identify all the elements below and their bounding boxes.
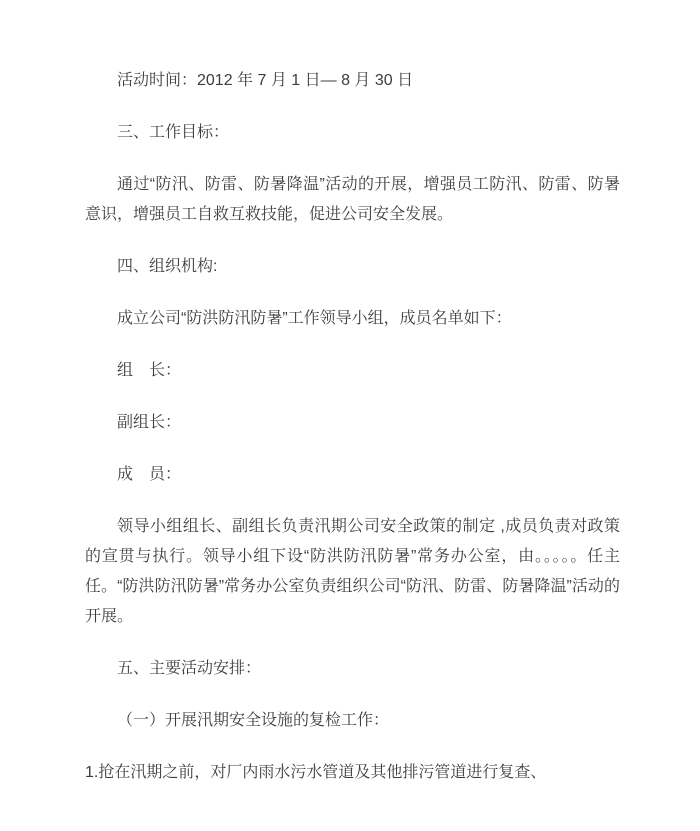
para-deputy-leader: 副组长： bbox=[117, 414, 182, 431]
heading-main-activities: 五、主要活动安排： bbox=[117, 660, 262, 677]
heading-organization: 四、组织机构: bbox=[117, 258, 218, 275]
para-duties: 领导小组组长、副组长负责汛期公司安全政策的制定 ,成员负责对政策的宣贯与执行。领导小组下设“防洪防汛防暑”常务办公室，由。。。。。任主任。“防洪防汛防暑”常务办公室负责组织公司“防汛、防雷、防暑降温”活动的开展。 bbox=[85, 518, 620, 625]
para-work-goals-body: 通过“防汛、防雷、防暑降温”活动的开展，增强员工防汛、防雷、防暑意识，增强员工自救互救技能，促进公司安全发展。 bbox=[85, 176, 620, 223]
para-group-leader: 组 长： bbox=[117, 362, 182, 379]
para-members: 成 员： bbox=[117, 466, 182, 483]
heading-work-goals: 三、工作目标： bbox=[117, 124, 230, 141]
para-activity-time: 活动时间：2012 年 7 月 1 日— 8 月 30 日 bbox=[117, 72, 414, 89]
para-leading-group-intro: 成立公司“防洪防汛防暑”工作领导小组，成员名单如下： bbox=[117, 310, 512, 327]
para-item-1: 1.抢在汛期之前，对厂内雨水污水管道及其他排污管道进行复查、 bbox=[85, 764, 547, 781]
heading-recheck-work: （一）开展汛期安全设施的复检工作： bbox=[117, 712, 390, 729]
